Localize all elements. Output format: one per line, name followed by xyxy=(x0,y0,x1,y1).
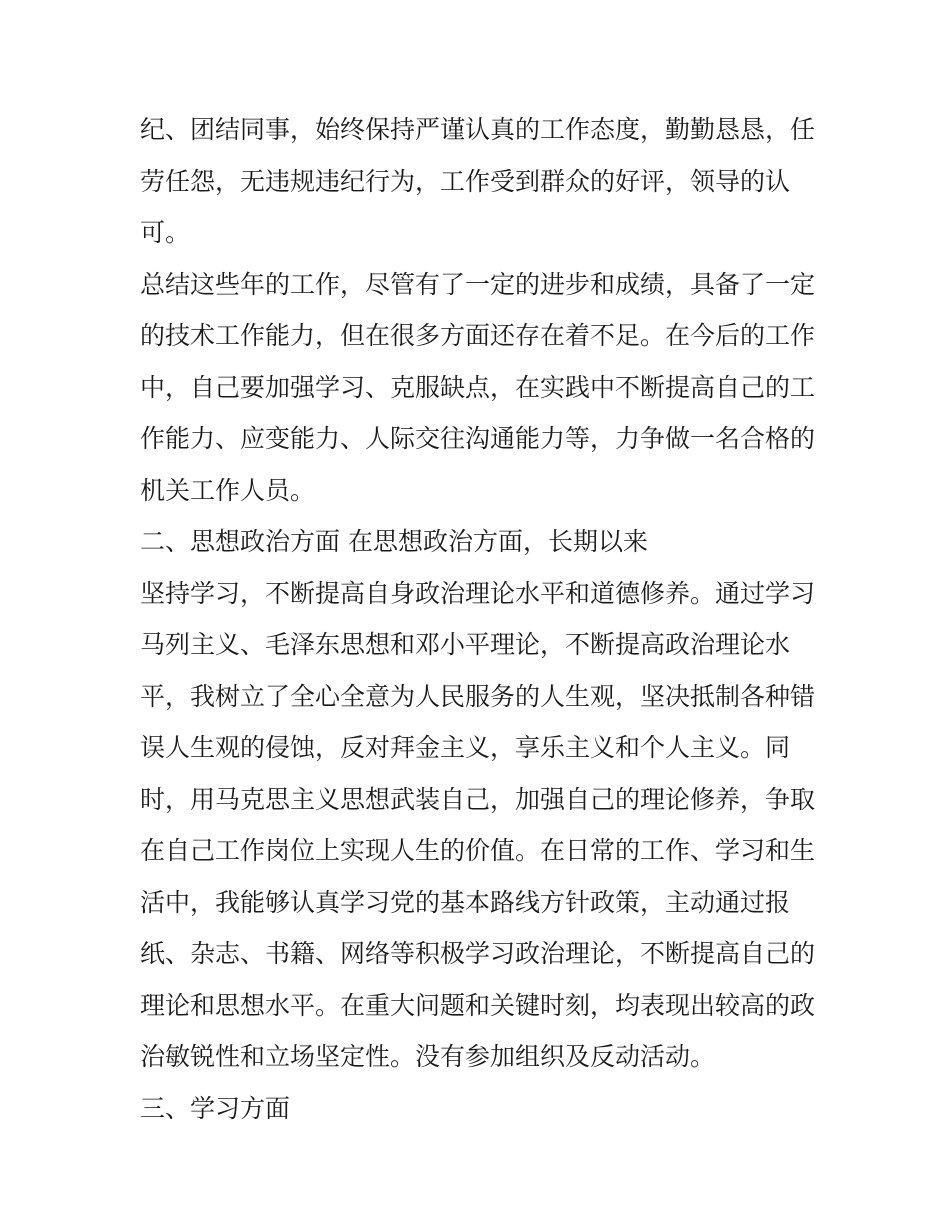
text-line: 劳任怨，无违规违纪行为，工作受到群众的好评，领导的认 xyxy=(140,166,791,196)
text-line: 总结这些年的工作，尽管有了一定的进步和成绩，具备了一定 xyxy=(140,269,816,299)
text-line: 可。 xyxy=(140,218,191,247)
text-line: 理论和思想水平。在重大问题和关键时刻，均表现出较高的政 xyxy=(140,990,816,1020)
text-line: 的技术工作能力，但在很多方面还存在着不足。在今后的工作 xyxy=(140,321,816,350)
text-line: 时，用马克思主义思想武装自己，加强自己的理论修养，争取 xyxy=(140,784,816,814)
text-line: 机关工作人员。 xyxy=(140,475,316,505)
text-line: 作能力、应变能力、人际交往沟通能力等，力争做一名合格的 xyxy=(140,424,816,453)
text-line: 纸、杂志、书籍、网络等积极学习政治理论，不断提高自己的 xyxy=(140,939,816,968)
text-line: 马列主义、毛泽东思想和邓小平理论，不断提高政治理论水 xyxy=(140,630,791,659)
body-text xyxy=(140,104,820,1134)
text-line: 误人生观的侵蚀，反对拜金主义，享乐主义和个人主义。同 xyxy=(140,733,791,762)
text-line: 平，我树立了全心全意为人民服务的人生观，坚决抵制各种错 xyxy=(140,681,816,711)
text-line: 中，自己要加强学习、克服缺点，在实践中不断提高自己的工 xyxy=(140,372,816,402)
text-line: 纪、团结同事，始终保持严谨认真的工作态度，勤勤恳恳，任 xyxy=(140,115,816,144)
text-line: 活中，我能够认真学习党的基本路线方针政策，主动通过报 xyxy=(140,887,791,917)
section-heading: 二、思想政治方面 在思想政治方面，长期以来 xyxy=(140,527,648,556)
text-line: 坚持学习，不断提高自身政治理论水平和道德修养。通过学习 xyxy=(140,578,816,608)
text-line: 在自己工作岗位上实现人生的价值。在日常的工作、学习和生 xyxy=(140,836,816,865)
text-line: 治敏锐性和立场坚定性。没有参加组织及反动活动。 xyxy=(140,1042,716,1071)
section-heading: 三、学习方面 xyxy=(140,1093,291,1123)
